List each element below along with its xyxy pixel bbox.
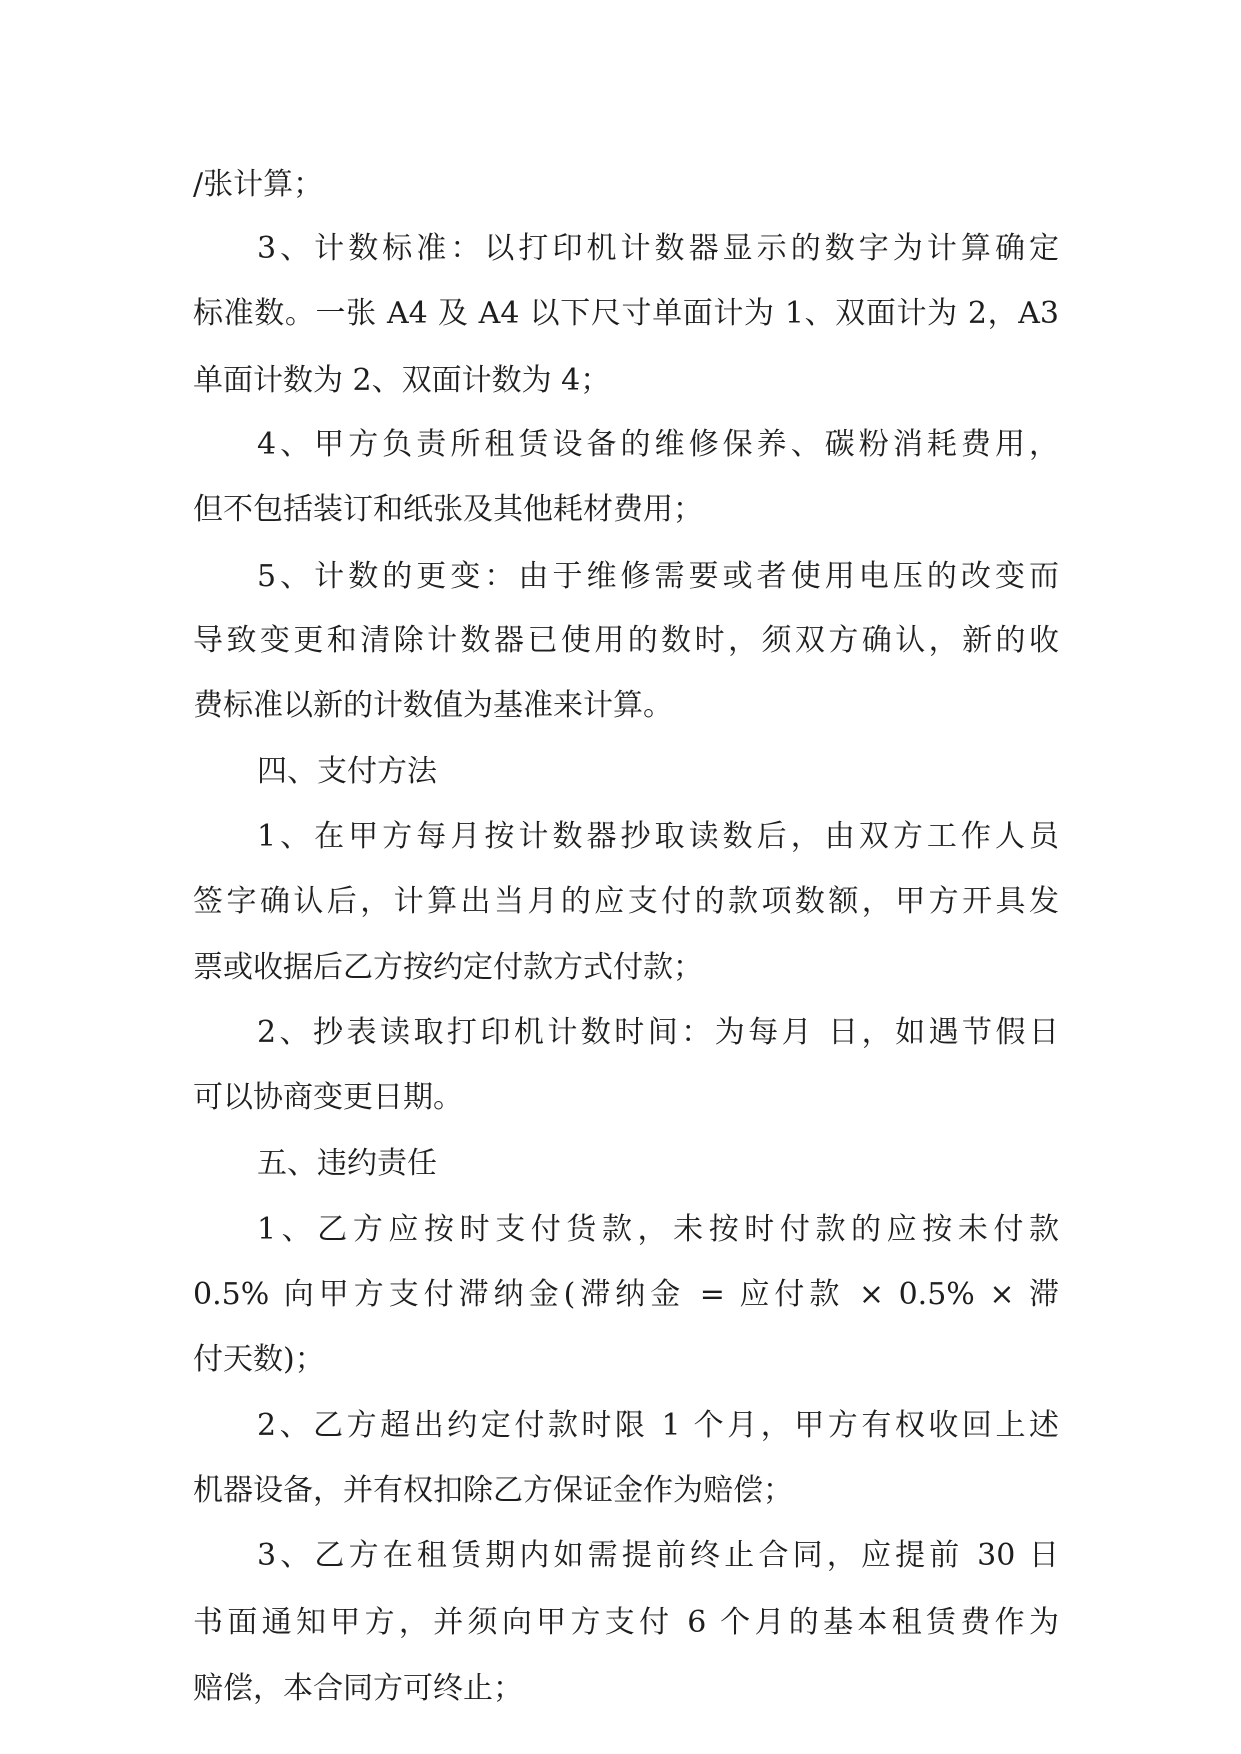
paragraph-line: 签字确认后，计算出当月的应支付的款项数额，甲方开具发 [193,884,1059,919]
paragraph-line: 2、乙方超出约定付款时限 1 个月，甲方有权收回上述 [257,1408,1059,1443]
paragraph-line: 导致变更和清除计数器已使用的数时，须双方确认，新的收 [193,623,1059,658]
paragraph-line: 0.5% 向甲方支付滞纳金(滞纳金 = 应付款 × 0.5% × 滞 [193,1277,1059,1312]
paragraph-line: 1、在甲方每月按计数器抄取读数后，由双方工作人员 [257,819,1059,854]
paragraph-line: 单面计数为 2、双面计数为 4； [193,363,611,398]
paragraph-line: 四、支付方法 [257,754,437,789]
paragraph-line: 3、乙方在租赁期内如需提前终止合同，应提前 30 日 [257,1538,1059,1573]
paragraph-line: 2、抄表读取打印机计数时间：为每月 日，如遇节假日 [257,1015,1059,1050]
paragraph-line: 付天数)； [193,1342,325,1377]
paragraph-line: /张计算； [193,167,324,202]
paragraph-line: 1、乙方应按时支付货款，未按时付款的应按未付款 [257,1212,1059,1247]
paragraph-line: 但不包括装订和纸张及其他耗材费用； [193,492,703,527]
paragraph-line: 3、计数标准：以打印机计数器显示的数字为计算确定 [257,231,1059,266]
paragraph-line: 书面通知甲方，并须向甲方支付 6 个月的基本租赁费作为 [193,1605,1059,1640]
paragraph-line: 5、计数的更变：由于维修需要或者使用电压的改变而 [257,559,1059,594]
paragraph-line: 赔偿，本合同方可终止； [193,1671,523,1706]
paragraph-line: 票或收据后乙方按约定付款方式付款； [193,950,703,985]
paragraph-line: 机器设备，并有权扣除乙方保证金作为赔偿； [193,1473,793,1508]
paragraph-line: 标准数。一张 A4 及 A4 以下尺寸单面计为 1、双面计为 2，A3 [193,296,1059,331]
paragraph-line: 可以协商变更日期。 [193,1080,463,1115]
paragraph-line: 五、违约责任 [257,1146,437,1181]
paragraph-line: 费标准以新的计数值为基准来计算。 [193,688,673,723]
paragraph-line: 4、甲方负责所租赁设备的维修保养、碳粉消耗费用， [257,427,1059,462]
